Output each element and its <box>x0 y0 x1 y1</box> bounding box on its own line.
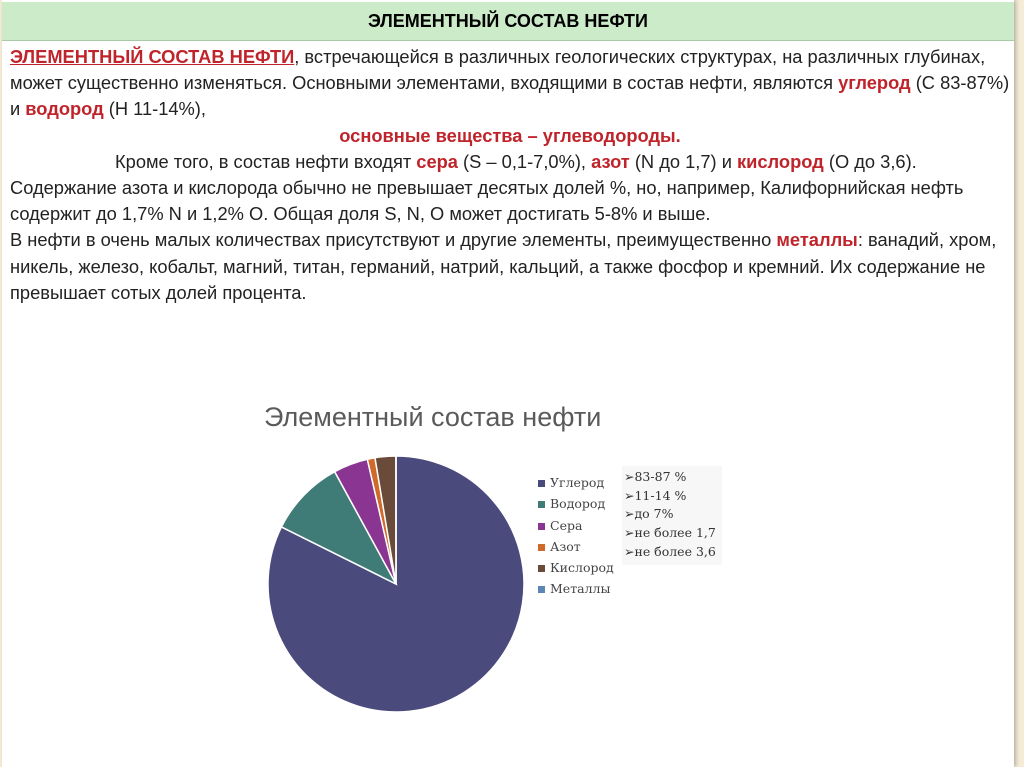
legend-label: Углерод <box>550 475 605 490</box>
term-metals: металлы <box>776 229 858 251</box>
legend-swatch <box>538 586 545 593</box>
slide <box>2 0 1014 767</box>
text-span: (С 83-87%) и <box>10 72 1010 120</box>
legend-swatch <box>538 544 545 551</box>
text-span: : ванадий, хром, никель, железо, кобальт, магний, титан, германий, натрий, кальций, а также фосфор и кремний. Их содержание не превышает сотых долей процента. <box>10 229 997 303</box>
text-span: Кроме того, в состав нефти входят <box>115 150 417 172</box>
body-text <box>10 44 1010 306</box>
term-oxygen: кислород <box>737 150 824 172</box>
annotation-text: 11-14 % <box>634 487 687 503</box>
legend-swatch <box>538 480 545 487</box>
legend-label: Кислород <box>550 560 614 576</box>
legend-item <box>538 515 614 536</box>
legend-swatch <box>538 523 545 530</box>
annotation-item <box>624 468 716 487</box>
main-substances: основные вещества – углеводороды. <box>339 124 681 146</box>
arrow-bullet-icon: ➢ <box>624 525 635 541</box>
annotation-item <box>624 543 716 562</box>
term-nitrogen: азот <box>591 150 630 172</box>
legend-item <box>538 578 614 599</box>
legend-item <box>538 557 614 578</box>
annotation-text: не более 1,7 <box>634 525 716 541</box>
term-sulfur: сера <box>416 150 458 172</box>
pie-chart <box>262 450 530 718</box>
annotation-text: 83-87 % <box>634 469 687 484</box>
paragraph-2 <box>10 149 1010 228</box>
chart-legend <box>538 472 614 600</box>
legend-label: Азот <box>550 538 581 554</box>
page-title: ЭЛЕМЕНТНЫЙ СОСТАВ НЕФТИ <box>2 2 1014 41</box>
annotation-text: до 7% <box>634 506 674 522</box>
annotation-item <box>624 505 716 524</box>
arrow-bullet-icon: ➢ <box>624 487 635 503</box>
paragraph-1 <box>10 44 1010 123</box>
annotation-item <box>624 487 716 506</box>
legend-swatch <box>538 501 545 508</box>
arrow-bullet-icon: ➢ <box>624 469 635 484</box>
text-span: В нефти в очень малых количествах присутствуют и другие элементы, преимущественно <box>10 229 777 251</box>
chart-title: Элементный состав нефти <box>264 402 602 432</box>
text-span: (Н 11-14%), <box>103 98 206 120</box>
annotation-text: не более 3,6 <box>634 543 716 559</box>
annotation-item <box>624 524 716 543</box>
topic-heading: ЭЛЕМЕНТНЫЙ СОСТАВ НЕФТИ <box>10 46 295 67</box>
legend-item <box>538 472 614 493</box>
paragraph-3 <box>10 227 1010 306</box>
text-span: , встречающейся в различных геологических структурах, на различных глубинах, может существенно изменяться. Основными элементами, входящими в состав нефти, являются <box>10 46 986 94</box>
arrow-bullet-icon: ➢ <box>624 506 635 522</box>
chart-annotations <box>622 466 722 565</box>
legend-label: Водород <box>550 496 606 512</box>
text-span: (S – 0,1-7,0%), <box>457 150 592 172</box>
term-hydrogen: водород <box>25 98 104 120</box>
legend-label: Сера <box>550 517 583 533</box>
legend-label: Металлы <box>550 581 611 597</box>
legend-swatch <box>538 565 545 572</box>
arrow-bullet-icon: ➢ <box>624 543 635 559</box>
text-span: (О до 3,6). Содержание азота и кислорода обычно не превышает десятых долей %, но, например, Калифорнийская нефть содержит до 1,7% N и 1,2% О. Общая доля S, N, O может достигать 5-8% и выше. <box>10 150 964 225</box>
text-span: (N до 1,7) и <box>629 150 737 172</box>
main-substances-line <box>10 123 1010 149</box>
term-carbon: углерод <box>838 72 911 94</box>
legend-item <box>538 536 614 557</box>
legend-item <box>538 493 614 514</box>
